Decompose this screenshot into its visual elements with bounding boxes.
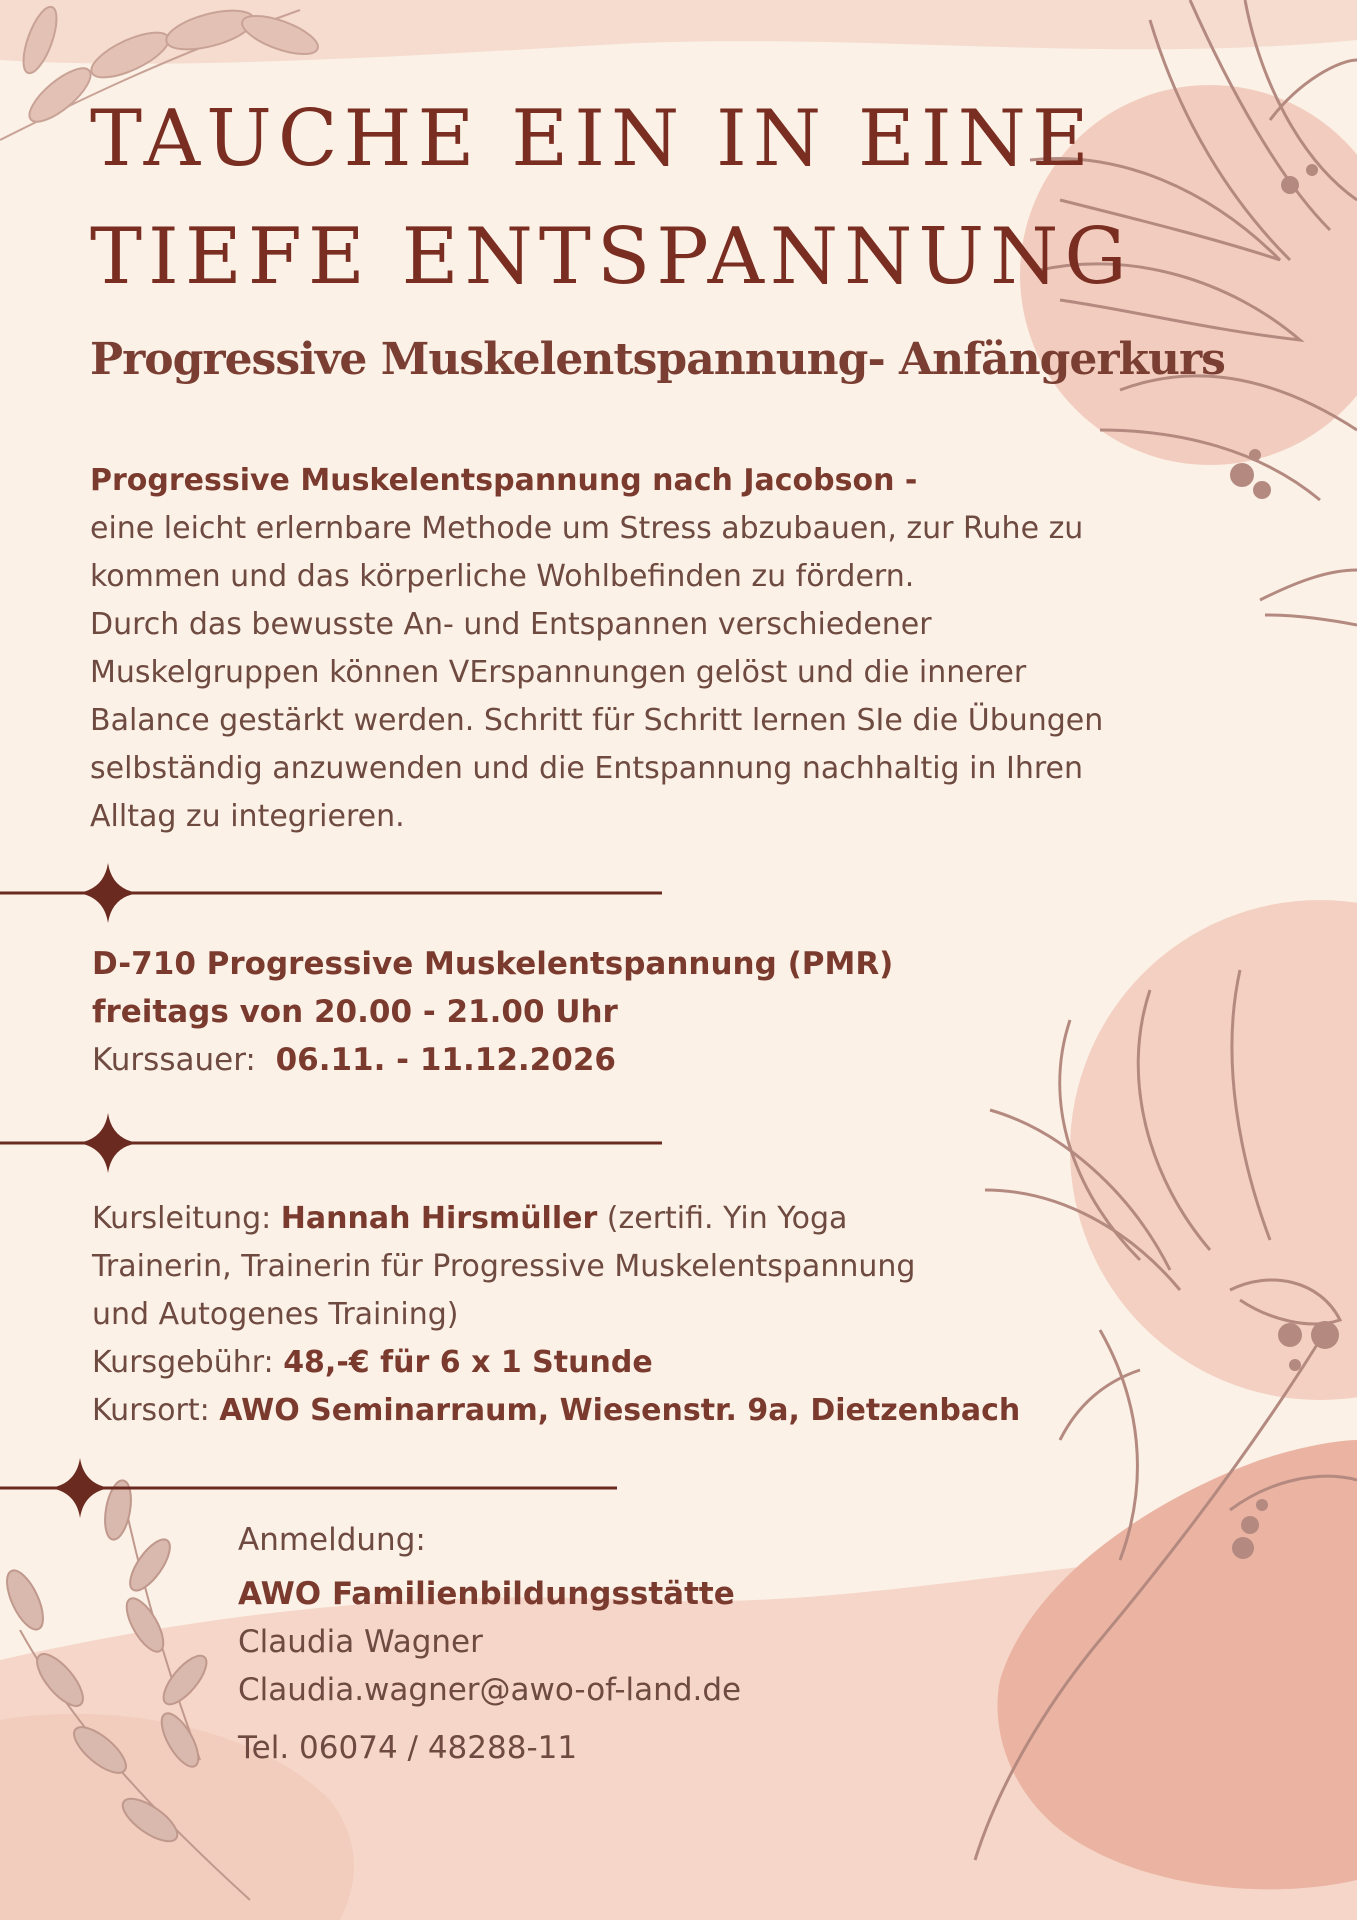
signup-details <box>238 1516 741 1772</box>
intro-line: eine leicht erlernbare Methode um Stress abzubauen, zur Ruhe zu <box>90 511 1084 546</box>
teacher-credentials-line: und Autogenes Training) <box>92 1297 459 1332</box>
signup-contact: Claudia Wagner <box>238 1624 483 1660</box>
course-duration <box>92 1036 1092 1084</box>
bottom-right-blob <box>998 1440 1357 1889</box>
headline-line-1: TAUCHE EIN IN EINE <box>90 94 1095 184</box>
fee-label: Kursgebühr: <box>92 1345 274 1380</box>
location-label: Kursort: <box>92 1393 210 1428</box>
location-value: AWO Seminarraum, Wiesenstr. 9a, Dietzenbach <box>219 1393 1021 1428</box>
teacher-name: Hannah Hirsmüller <box>280 1201 598 1236</box>
duration-label: Kurssauer: <box>92 1042 256 1078</box>
intro-line: Muskelgruppen können VErspannungen gelöst und die innerer <box>90 655 1027 690</box>
teacher-label: Kursleitung: <box>92 1201 272 1236</box>
teacher-credentials-line: Trainerin, Trainerin für Progressive Muskelentspannung <box>92 1249 916 1284</box>
teacher-line <box>92 1195 1092 1243</box>
intro-paragraph <box>90 457 1220 841</box>
divider-3 <box>0 1458 617 1518</box>
duration-value: 06.11. - 11.12.2026 <box>275 1042 616 1078</box>
intro-heading: Progressive Muskelentspannung nach Jacobson - <box>90 463 918 498</box>
course-schedule: freitags von 20.00 - 21.00 Uhr <box>92 994 618 1030</box>
intro-line: selbständig anzuwenden und die Entspannung nachhaltig in Ihren <box>90 751 1084 786</box>
intro-line: Durch das bewusste An- und Entspannen verschiedener <box>90 607 932 642</box>
teacher-details <box>92 1195 1092 1435</box>
signup-email[interactable]: Claudia.wagner@awo-of-land.de <box>238 1672 742 1708</box>
headline-line-2: TIEFE ENTSPANNUNG <box>90 212 1133 302</box>
location-line <box>92 1387 1092 1435</box>
four-point-star-icon <box>78 1113 138 1173</box>
intro-line: Alltag zu integrieren. <box>90 799 405 834</box>
fee-value: 48,-€ für 6 x 1 Stunde <box>283 1345 653 1380</box>
divider-1 <box>0 863 662 923</box>
course-title: D-710 Progressive Muskelentspannung (PMR) <box>92 946 894 982</box>
signup-phone[interactable]: Tel. 06074 / 48288-11 <box>238 1730 578 1766</box>
signup-label: Anmeldung: <box>238 1522 426 1558</box>
intro-line: kommen und das körperliche Wohlbefinden zu fördern. <box>90 559 915 594</box>
subtitle: Progressive Muskelentspannung- Anfängerkurs <box>90 334 1225 385</box>
course-details <box>92 940 1092 1084</box>
intro-line: Balance gestärkt werden. Schritt für Schritt lernen SIe die Übungen <box>90 703 1104 738</box>
four-point-star-icon <box>78 863 138 923</box>
teacher-credentials: (zertifi. Yin Yoga <box>597 1201 848 1236</box>
signup-org: AWO Familienbildungsstätte <box>238 1576 735 1612</box>
divider-2 <box>0 1113 662 1173</box>
four-point-star-icon <box>50 1458 110 1518</box>
fee-line <box>92 1339 1092 1387</box>
